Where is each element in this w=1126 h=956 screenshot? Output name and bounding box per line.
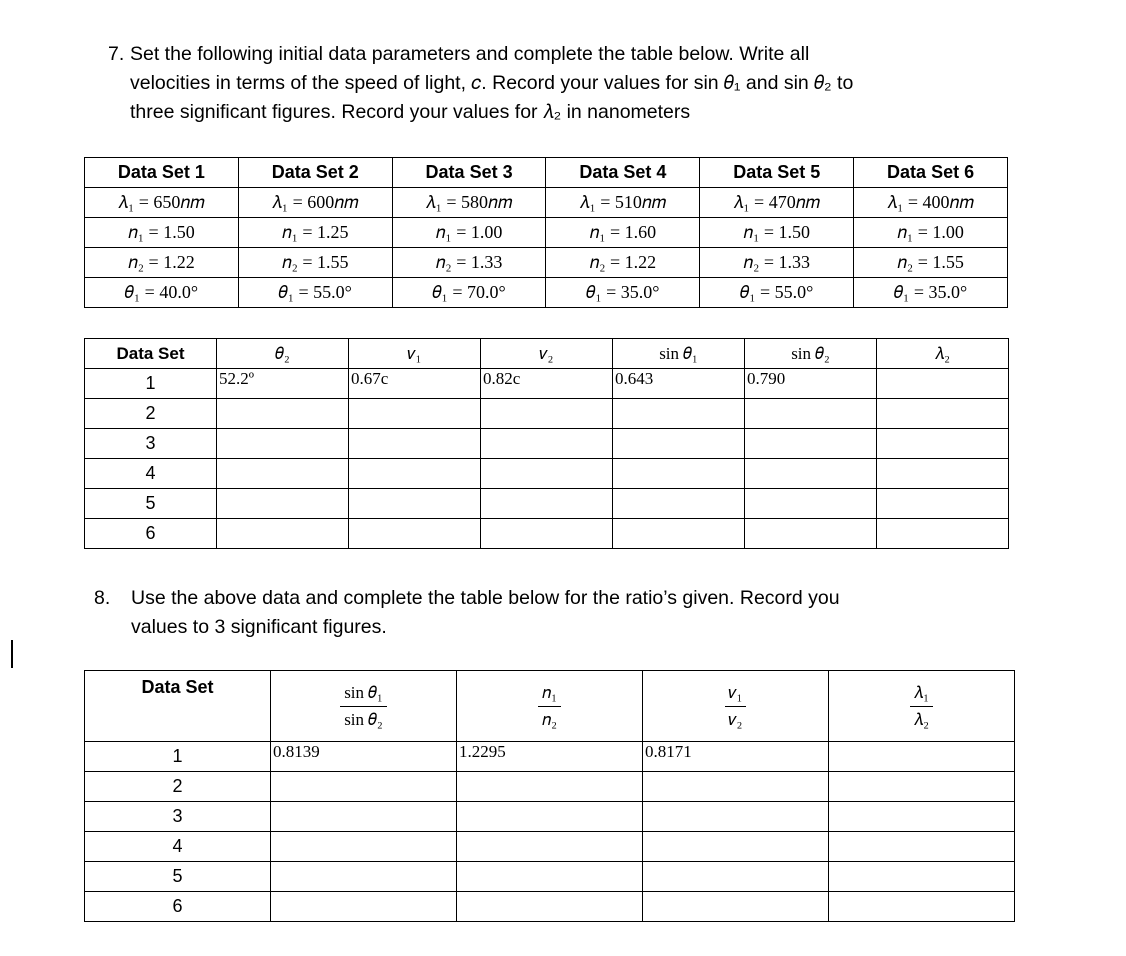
table-cell[interactable] xyxy=(877,489,1009,519)
table-cell[interactable] xyxy=(745,459,877,489)
table-cell[interactable] xyxy=(643,832,829,862)
row-number: 6 xyxy=(85,892,271,922)
table-cell[interactable]: 0.82c xyxy=(481,369,613,399)
table-row xyxy=(85,399,1009,429)
results-header: sin 𝜃₁ xyxy=(613,339,745,369)
table-row xyxy=(85,489,1009,519)
param-lambda1: 𝜆₁ = 510𝑛𝑚 xyxy=(546,188,700,218)
table-cell[interactable] xyxy=(745,429,877,459)
row-number: 4 xyxy=(85,832,271,862)
table-cell[interactable] xyxy=(457,832,643,862)
table-cell[interactable] xyxy=(877,459,1009,489)
table-cell[interactable] xyxy=(481,489,613,519)
table-cell[interactable] xyxy=(457,772,643,802)
results-header: 𝑣₁ xyxy=(349,339,481,369)
table-row xyxy=(85,459,1009,489)
param-lambda1: 𝜆₁ = 580𝑛𝑚 xyxy=(392,188,546,218)
table-cell[interactable]: 0.8139 xyxy=(271,742,457,772)
ratio-header-label: Data Set xyxy=(85,671,271,742)
table-cell[interactable] xyxy=(349,459,481,489)
table-cell[interactable] xyxy=(271,892,457,922)
row-number: 5 xyxy=(85,489,217,519)
param-n2: 𝑛₂ = 1.55 xyxy=(854,248,1008,278)
row-number: 5 xyxy=(85,862,271,892)
fraction-denominator: 𝑛₂ xyxy=(541,709,558,729)
table-cell[interactable] xyxy=(829,892,1015,922)
results-header-row xyxy=(85,339,1009,369)
param-lambda1: 𝜆₁ = 650𝑛𝑚 xyxy=(85,188,239,218)
table-cell[interactable] xyxy=(217,429,349,459)
param-n2: 𝑛₂ = 1.22 xyxy=(546,248,700,278)
table-cell[interactable] xyxy=(643,862,829,892)
fraction xyxy=(340,680,387,733)
params-header: Data Set 5 xyxy=(700,158,854,188)
table-cell[interactable] xyxy=(829,832,1015,862)
params-header: Data Set 1 xyxy=(85,158,239,188)
table-row xyxy=(85,802,1015,832)
table-cell[interactable] xyxy=(217,399,349,429)
param-theta1: 𝜃₁ = 35.0° xyxy=(854,278,1008,308)
table-cell[interactable] xyxy=(271,862,457,892)
table-row xyxy=(85,742,1015,772)
fraction-numerator: 𝑣₁ xyxy=(725,680,747,707)
param-n2: 𝑛₂ = 1.33 xyxy=(392,248,546,278)
params-n1-row xyxy=(85,218,1008,248)
row-number: 2 xyxy=(85,772,271,802)
table-cell[interactable] xyxy=(643,892,829,922)
table-cell[interactable] xyxy=(271,772,457,802)
param-theta1: 𝜃₁ = 55.0° xyxy=(700,278,854,308)
table-cell[interactable] xyxy=(613,519,745,549)
param-lambda1: 𝜆₁ = 400𝑛𝑚 xyxy=(854,188,1008,218)
param-n1: 𝑛₁ = 1.50 xyxy=(700,218,854,248)
table-cell[interactable] xyxy=(877,399,1009,429)
row-number: 2 xyxy=(85,399,217,429)
param-n1: 𝑛₁ = 1.00 xyxy=(392,218,546,248)
params-header: Data Set 2 xyxy=(238,158,392,188)
param-n1: 𝑛₁ = 1.00 xyxy=(854,218,1008,248)
table-cell[interactable] xyxy=(481,459,613,489)
row-number: 6 xyxy=(85,519,217,549)
fraction-numerator: sin 𝜃₁ xyxy=(340,680,387,707)
table-cell[interactable] xyxy=(613,489,745,519)
table-cell[interactable] xyxy=(217,489,349,519)
params-lambda1-row xyxy=(85,188,1008,218)
param-theta1: 𝜃₁ = 40.0° xyxy=(85,278,239,308)
table-cell[interactable] xyxy=(457,892,643,922)
table-row xyxy=(85,519,1009,549)
table-cell[interactable]: 52.2º xyxy=(217,369,349,399)
table-cell[interactable]: 0.643 xyxy=(613,369,745,399)
param-n1: 𝑛₁ = 1.25 xyxy=(238,218,392,248)
row-number: 1 xyxy=(85,742,271,772)
table-cell[interactable] xyxy=(481,399,613,429)
table-cell[interactable] xyxy=(829,742,1015,772)
table-cell[interactable] xyxy=(829,772,1015,802)
table-cell[interactable] xyxy=(613,459,745,489)
param-lambda1: 𝜆₁ = 470𝑛𝑚 xyxy=(700,188,854,218)
question-8-text xyxy=(131,584,840,642)
ratio-table xyxy=(84,670,1015,922)
params-header: Data Set 4 xyxy=(546,158,700,188)
ratio-header-row xyxy=(85,671,1015,742)
param-n2: 𝑛₂ = 1.33 xyxy=(700,248,854,278)
param-theta1: 𝜃₁ = 70.0° xyxy=(392,278,546,308)
fraction-numerator: 𝑛₁ xyxy=(538,680,561,707)
params-header-row xyxy=(85,158,1008,188)
params-header: Data Set 3 xyxy=(392,158,546,188)
table-cell[interactable] xyxy=(643,802,829,832)
table-cell[interactable] xyxy=(745,489,877,519)
table-cell[interactable] xyxy=(745,519,877,549)
question-7-line-3: three significant figures. Record your values for 𝜆₂ in nanometers xyxy=(130,101,691,123)
table-row xyxy=(85,369,1009,399)
params-theta1-row xyxy=(85,278,1008,308)
params-header: Data Set 6 xyxy=(854,158,1008,188)
param-n2: 𝑛₂ = 1.55 xyxy=(238,248,392,278)
table-cell[interactable] xyxy=(349,519,481,549)
table-cell[interactable]: 1.2295 xyxy=(457,742,643,772)
results-table xyxy=(84,338,1009,549)
table-cell[interactable] xyxy=(877,369,1009,399)
question-7-line-1: Set the following initial data parameters and complete the table below. Write all xyxy=(130,43,810,65)
table-cell[interactable] xyxy=(481,519,613,549)
results-header: 𝑣₂ xyxy=(481,339,613,369)
table-row xyxy=(85,429,1009,459)
table-cell[interactable] xyxy=(457,802,643,832)
question-7-line-2: velocities in terms of the speed of light, 𝑐. Record your values for sin 𝜃₁ and sin 𝜃₂ to xyxy=(130,72,854,94)
question-8-line-2: values to 3 significant figures. xyxy=(131,616,387,638)
table-row xyxy=(85,772,1015,802)
table-cell[interactable]: 0.790 xyxy=(745,369,877,399)
table-cell[interactable] xyxy=(877,519,1009,549)
table-cell[interactable] xyxy=(613,399,745,429)
ratio-header-sin xyxy=(271,671,457,742)
table-cell[interactable]: 0.8171 xyxy=(643,742,829,772)
param-n1: 𝑛₁ = 1.50 xyxy=(85,218,239,248)
ratio-header-n xyxy=(457,671,643,742)
table-cell[interactable]: 0.67c xyxy=(349,369,481,399)
question-8-number: 8. xyxy=(94,587,111,609)
table-row xyxy=(85,832,1015,862)
table-row xyxy=(85,892,1015,922)
question-7-number: 7. xyxy=(108,43,125,65)
initial-parameters-table xyxy=(84,157,1008,308)
table-cell[interactable] xyxy=(643,772,829,802)
question-8-line-1: Use the above data and complete the table below for the ratio’s given. Record you xyxy=(131,587,840,609)
param-n2: 𝑛₂ = 1.22 xyxy=(85,248,239,278)
text-cursor xyxy=(11,640,13,668)
fraction xyxy=(725,680,747,733)
param-lambda1: 𝜆₁ = 600𝑛𝑚 xyxy=(238,188,392,218)
table-row xyxy=(85,862,1015,892)
table-cell[interactable] xyxy=(829,802,1015,832)
param-theta1: 𝜃₁ = 55.0° xyxy=(238,278,392,308)
results-header: 𝜆₂ xyxy=(877,339,1009,369)
table-cell[interactable] xyxy=(349,429,481,459)
row-number: 3 xyxy=(85,802,271,832)
row-number: 3 xyxy=(85,429,217,459)
table-cell[interactable] xyxy=(457,862,643,892)
table-cell[interactable] xyxy=(877,429,1009,459)
table-cell[interactable] xyxy=(829,862,1015,892)
table-cell[interactable] xyxy=(217,519,349,549)
row-number: 1 xyxy=(85,369,217,399)
fraction xyxy=(910,680,933,733)
results-header: 𝜃₂ xyxy=(217,339,349,369)
question-7-text xyxy=(130,40,853,127)
table-cell[interactable] xyxy=(613,429,745,459)
fraction-denominator: sin 𝜃₂ xyxy=(344,709,383,729)
ratio-header-v xyxy=(643,671,829,742)
table-cell[interactable] xyxy=(745,399,877,429)
table-cell[interactable] xyxy=(481,429,613,459)
table-cell[interactable] xyxy=(349,489,481,519)
params-n2-row xyxy=(85,248,1008,278)
row-number: 4 xyxy=(85,459,217,489)
fraction-denominator: 𝑣₂ xyxy=(728,709,743,729)
results-header: Data Set xyxy=(85,339,217,369)
ratio-header-lambda xyxy=(829,671,1015,742)
fraction-numerator: 𝜆₁ xyxy=(910,680,933,707)
fraction-denominator: 𝜆₂ xyxy=(913,709,930,729)
param-n1: 𝑛₁ = 1.60 xyxy=(546,218,700,248)
table-cell[interactable] xyxy=(271,832,457,862)
results-header: sin 𝜃₂ xyxy=(745,339,877,369)
table-cell[interactable] xyxy=(217,459,349,489)
param-theta1: 𝜃₁ = 35.0° xyxy=(546,278,700,308)
table-cell[interactable] xyxy=(271,802,457,832)
fraction xyxy=(538,680,561,733)
table-cell[interactable] xyxy=(349,399,481,429)
